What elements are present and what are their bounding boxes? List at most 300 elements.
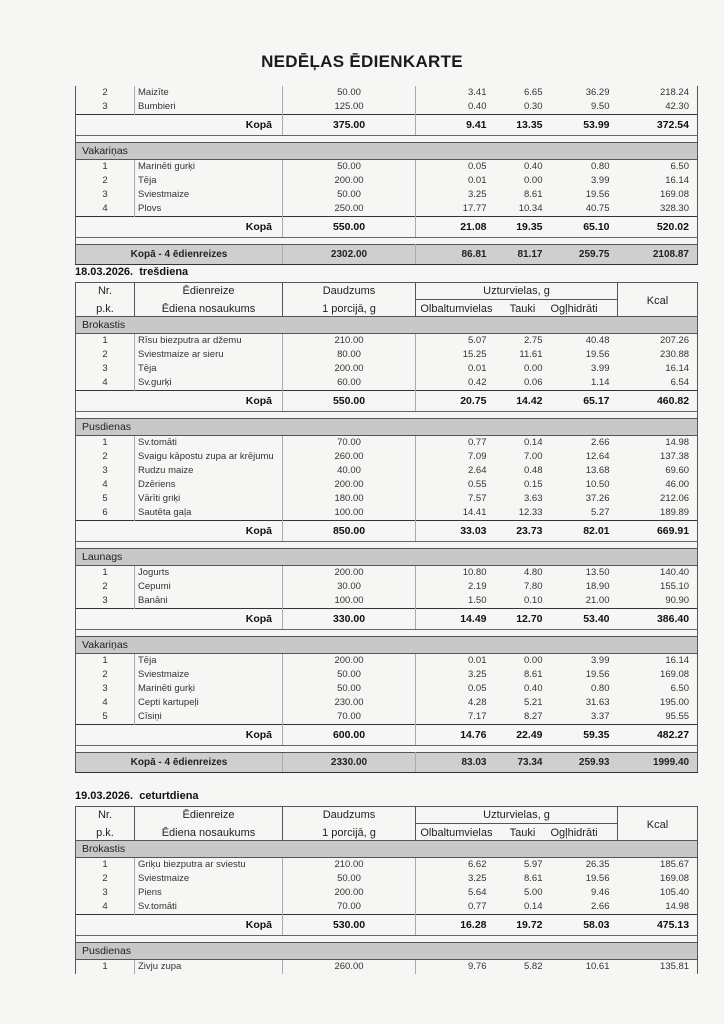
day-grand-total-protein: 86.81 [416, 245, 495, 265]
dish-kcal: 212.06 [618, 492, 698, 506]
meal-total [76, 915, 698, 936]
dish-name: Plovs [135, 202, 283, 217]
dish-row [76, 696, 698, 710]
dish-qty: 40.00 [283, 464, 416, 478]
dish-name: Cepti kartupeļi [135, 696, 283, 710]
dish-carbs: 0.80 [591, 683, 610, 694]
meal-total [76, 217, 698, 238]
header-nr: Nr. [76, 283, 135, 300]
dish-qty: 230.00 [283, 696, 416, 710]
dish-row [76, 100, 698, 115]
dish-protein: 3.25 [468, 189, 487, 200]
header-qty: Daudzums [283, 807, 416, 824]
dish-protein: 3.25 [468, 669, 487, 680]
dish-qty: 50.00 [283, 872, 416, 886]
dish-qty: 60.00 [283, 376, 416, 391]
dish-name: Dzēriens [135, 478, 283, 492]
dish-fat: 0.48 [524, 465, 543, 476]
header-protein: Olbaltumvielas [416, 824, 495, 843]
dish-fat: 0.14 [524, 901, 543, 912]
dish-carbs: 10.50 [585, 479, 610, 490]
dish-nr: 4 [76, 202, 135, 217]
dish-fat: 0.30 [524, 101, 543, 112]
meal-total-label: Kopā [76, 391, 283, 412]
meal-section-header [76, 317, 698, 334]
day1-table [75, 316, 698, 773]
dish-name: Marinēti gurķi [135, 682, 283, 696]
dish-kcal: 169.08 [618, 872, 698, 886]
dish-qty: 100.00 [283, 506, 416, 521]
header-fat: Tauki [509, 303, 536, 315]
dish-row [76, 334, 698, 349]
meal-total-label: Kopā [76, 521, 283, 542]
meal-section-header [76, 143, 698, 160]
dish-nr: 2 [76, 580, 135, 594]
day-grand-total-carbs: 259.93 [551, 753, 618, 773]
dish-nr: 3 [76, 682, 135, 696]
day-title [75, 790, 199, 802]
dish-row [76, 506, 698, 521]
header-nutrients: Uzturvielas, g [416, 283, 618, 300]
meal-total [76, 725, 698, 746]
dish-row [76, 682, 698, 696]
dish-nr: 6 [76, 506, 135, 521]
dish-row [76, 86, 698, 100]
dish-carbs: 19.56 [585, 189, 610, 200]
dish-kcal: 140.40 [618, 566, 698, 581]
dish-name: Banāni [135, 594, 283, 609]
dish-row [76, 478, 698, 492]
day1-header [75, 282, 698, 318]
dish-name: Tēja [135, 654, 283, 669]
spacer-cell [76, 412, 698, 419]
meal-section-header [76, 419, 698, 436]
dish-name: Sviestmaize ar sieru [135, 348, 283, 362]
dish-qty: 125.00 [283, 100, 416, 115]
dish-name: Marinēti gurķi [135, 160, 283, 175]
meal-total-carbs: 65.17 [551, 391, 618, 412]
header-meal: Ēdienreize [135, 283, 283, 300]
dish-nr: 1 [76, 334, 135, 349]
dish-kcal: 14.98 [618, 900, 698, 915]
dish-carbs: 13.68 [585, 465, 610, 476]
dish-nr: 1 [76, 654, 135, 669]
page-title: NEDĒĻAS ĒDIENKARTE [261, 52, 463, 71]
dish-name: Bumbieri [135, 100, 283, 115]
dish-kcal: 218.24 [618, 86, 698, 100]
section-spacer [76, 238, 698, 245]
dish-row [76, 960, 698, 975]
day2-header [75, 806, 698, 842]
dish-carbs: 37.26 [585, 493, 610, 504]
day-title [75, 266, 188, 278]
dish-name: Piens [135, 886, 283, 900]
dish-nr: 4 [76, 478, 135, 492]
dish-kcal: 46.00 [618, 478, 698, 492]
dish-protein: 0.42 [468, 377, 487, 388]
dish-row [76, 886, 698, 900]
meal-total-protein: 20.75 [416, 391, 495, 412]
spacer-cell [76, 630, 698, 637]
meal-section-title: Brokastis [76, 841, 698, 858]
dish-nr: 1 [76, 160, 135, 175]
dish-protein: 3.41 [468, 87, 487, 98]
dish-kcal: 189.89 [618, 506, 698, 521]
dish-fat: 0.00 [524, 655, 543, 666]
dish-name: Rudzu maize [135, 464, 283, 478]
dish-carbs: 19.56 [585, 873, 610, 884]
dish-qty: 260.00 [283, 960, 416, 975]
header-pk: p.k. [76, 824, 135, 843]
dish-protein: 17.77 [462, 203, 487, 214]
dish-kcal: 328.30 [618, 202, 698, 217]
day-grand-total-protein: 83.03 [416, 753, 495, 773]
dish-fat: 8.27 [524, 711, 543, 722]
meal-total-fat: 14.42 [495, 391, 551, 412]
dish-nr: 4 [76, 696, 135, 710]
dish-carbs: 26.35 [585, 859, 610, 870]
dish-name: Svaigu kāpostu zupa ar krējumu [135, 450, 283, 464]
dish-name: Maizīte [135, 86, 283, 100]
header-kcal: Kcal [618, 283, 698, 319]
dish-kcal: 16.14 [618, 362, 698, 376]
header-pk: p.k. [76, 300, 135, 319]
dish-row [76, 362, 698, 376]
dish-nr: 3 [76, 464, 135, 478]
dish-qty: 80.00 [283, 348, 416, 362]
meal-total-qty: 600.00 [283, 725, 416, 746]
meal-total-qty: 530.00 [283, 915, 416, 936]
header-fat: Tauki [509, 827, 536, 839]
dish-qty: 70.00 [283, 436, 416, 451]
day2-table [75, 840, 698, 974]
dish-name: Zivju zupa [135, 960, 283, 975]
dish-fat: 3.63 [524, 493, 543, 504]
header-carbs: Ogļhidrāti [550, 827, 598, 839]
dish-protein: 7.57 [468, 493, 487, 504]
dish-carbs: 10.61 [585, 961, 610, 972]
dish-carbs: 12.64 [585, 451, 610, 462]
dish-name: Sautēta gaļa [135, 506, 283, 521]
header-protein: Olbaltumvielas [416, 300, 495, 319]
dish-kcal: 105.40 [618, 886, 698, 900]
dish-qty: 50.00 [283, 160, 416, 175]
dish-row [76, 900, 698, 915]
section-spacer [76, 412, 698, 419]
meal-total [76, 521, 698, 542]
dish-name: Tēja [135, 174, 283, 188]
dish-fat: 12.33 [518, 507, 543, 518]
dish-name: Sv.gurķi [135, 376, 283, 391]
meal-total-fat: 22.49 [495, 725, 551, 746]
prev-day-table [75, 86, 698, 265]
dish-carbs: 21.00 [585, 595, 610, 606]
dish-nr: 2 [76, 174, 135, 188]
meal-total-carbs: 53.99 [551, 115, 618, 136]
dish-nr: 2 [76, 450, 135, 464]
dish-carbs: 3.99 [591, 655, 610, 666]
meal-total-protein: 33.03 [416, 521, 495, 542]
dish-kcal: 6.54 [618, 376, 698, 391]
meal-total-kcal: 482.27 [618, 725, 698, 746]
dish-row [76, 654, 698, 669]
section-spacer [76, 542, 698, 549]
dish-row [76, 464, 698, 478]
meal-total-carbs: 53.40 [551, 609, 618, 630]
meal-total-protein: 16.28 [416, 915, 495, 936]
header-carbs: Ogļhidrāti [550, 303, 598, 315]
meal-total-qty: 550.00 [283, 217, 416, 238]
dish-row [76, 202, 698, 217]
dish-qty: 200.00 [283, 478, 416, 492]
meal-section-header [76, 943, 698, 960]
dish-qty: 260.00 [283, 450, 416, 464]
meal-total-carbs: 58.03 [551, 915, 618, 936]
meal-total-qty: 850.00 [283, 521, 416, 542]
meal-total-fat: 13.35 [495, 115, 551, 136]
dish-row [76, 436, 698, 451]
dish-name: Sviestmaize [135, 668, 283, 682]
day-date: 19.03.2026. [75, 790, 134, 802]
dish-name: Sviestmaize [135, 188, 283, 202]
dish-fat: 0.00 [524, 363, 543, 374]
dish-fat: 0.40 [524, 683, 543, 694]
dish-qty: 210.00 [283, 858, 416, 873]
meal-section-header [76, 637, 698, 654]
dish-name: Vārīti griķi [135, 492, 283, 506]
dish-nr: 3 [76, 886, 135, 900]
meal-total [76, 391, 698, 412]
day-weekday: trešdiena [139, 266, 189, 278]
dish-protein: 5.07 [468, 335, 487, 346]
day-grand-total-qty: 2302.00 [283, 245, 416, 265]
dish-nr: 1 [76, 960, 135, 975]
day-grand-total-fat: 81.17 [495, 245, 551, 265]
dish-nr: 3 [76, 594, 135, 609]
spacer-cell [76, 238, 698, 245]
day2-body [76, 841, 698, 975]
dish-carbs: 40.48 [585, 335, 610, 346]
dish-fat: 5.21 [524, 697, 543, 708]
dish-protein: 2.64 [468, 465, 487, 476]
dish-carbs: 31.63 [585, 697, 610, 708]
dish-row [76, 188, 698, 202]
day-grand-total [76, 245, 698, 265]
dish-protein: 15.25 [462, 349, 487, 360]
dish-qty: 250.00 [283, 202, 416, 217]
dish-row [76, 872, 698, 886]
dish-row [76, 160, 698, 175]
dish-fat: 0.00 [524, 175, 543, 186]
dish-fat: 0.06 [524, 377, 543, 388]
dish-qty: 210.00 [283, 334, 416, 349]
dish-qty: 50.00 [283, 682, 416, 696]
dish-nr: 2 [76, 668, 135, 682]
dish-kcal: 95.55 [618, 710, 698, 725]
dish-kcal: 230.88 [618, 348, 698, 362]
dish-fat: 5.97 [524, 859, 543, 870]
dish-name: Sviestmaize [135, 872, 283, 886]
dish-protein: 9.76 [468, 961, 487, 972]
dish-fat: 8.61 [524, 189, 543, 200]
dish-nr: 3 [76, 188, 135, 202]
meal-total-protein: 9.41 [416, 115, 495, 136]
dish-protein: 0.55 [468, 479, 487, 490]
dish-nr: 5 [76, 710, 135, 725]
dish-name: Cīsiņi [135, 710, 283, 725]
dish-nr: 2 [76, 348, 135, 362]
header-dish-name: Ēdiena nosaukums [135, 824, 283, 843]
dish-row [76, 174, 698, 188]
dish-fat: 0.10 [524, 595, 543, 606]
meal-total-carbs: 82.01 [551, 521, 618, 542]
meal-section-title: Pusdienas [76, 419, 698, 436]
dish-protein: 2.19 [468, 581, 487, 592]
meal-total [76, 115, 698, 136]
meal-total-qty: 330.00 [283, 609, 416, 630]
dish-protein: 5.64 [468, 887, 487, 898]
meal-total-kcal: 669.91 [618, 521, 698, 542]
dish-kcal: 6.50 [618, 160, 698, 175]
dish-protein: 4.28 [468, 697, 487, 708]
dish-qty: 70.00 [283, 900, 416, 915]
dish-carbs: 0.80 [591, 161, 610, 172]
meal-total-kcal: 520.02 [618, 217, 698, 238]
dish-protein: 0.05 [468, 161, 487, 172]
dish-carbs: 2.66 [591, 901, 610, 912]
dish-name: Sv.tomāti [135, 900, 283, 915]
dish-kcal: 69.60 [618, 464, 698, 478]
dish-nr: 4 [76, 900, 135, 915]
dish-kcal: 16.14 [618, 174, 698, 188]
dish-fat: 5.00 [524, 887, 543, 898]
meal-section-header [76, 841, 698, 858]
dish-fat: 8.61 [524, 873, 543, 884]
meal-total-label: Kopā [76, 217, 283, 238]
dish-nr: 3 [76, 100, 135, 115]
dish-name: Tēja [135, 362, 283, 376]
dish-row [76, 566, 698, 581]
dish-kcal: 16.14 [618, 654, 698, 669]
dish-nr: 2 [76, 872, 135, 886]
meal-total-label: Kopā [76, 915, 283, 936]
dish-protein: 0.40 [468, 101, 487, 112]
dish-row [76, 580, 698, 594]
dish-kcal: 135.81 [618, 960, 698, 975]
header-portion: 1 porcijā, g [283, 300, 416, 319]
dish-nr: 1 [76, 436, 135, 451]
header-meal: Ēdienreize [135, 807, 283, 824]
dish-fat: 0.15 [524, 479, 543, 490]
dish-nr: 4 [76, 376, 135, 391]
meal-total-carbs: 65.10 [551, 217, 618, 238]
meal-total-label: Kopā [76, 115, 283, 136]
dish-row [76, 348, 698, 362]
dish-fat: 8.61 [524, 669, 543, 680]
meal-total-label: Kopā [76, 725, 283, 746]
dish-carbs: 9.50 [591, 101, 610, 112]
day-weekday: ceturtdiena [139, 790, 199, 802]
dish-carbs: 19.56 [585, 669, 610, 680]
meal-total-kcal: 386.40 [618, 609, 698, 630]
meal-total-protein: 14.49 [416, 609, 495, 630]
dish-carbs: 19.56 [585, 349, 610, 360]
dish-protein: 1.50 [468, 595, 487, 606]
dish-qty: 70.00 [283, 710, 416, 725]
dish-kcal: 14.98 [618, 436, 698, 451]
dish-nr: 2 [76, 86, 135, 100]
section-spacer [76, 936, 698, 943]
meal-total-fat: 23.73 [495, 521, 551, 542]
section-spacer [76, 630, 698, 637]
meal-section-title: Vakariņas [76, 637, 698, 654]
dish-name: Cepumi [135, 580, 283, 594]
spacer-cell [76, 936, 698, 943]
dish-name: Rīsu biezputra ar džemu [135, 334, 283, 349]
header-nr: Nr. [76, 807, 135, 824]
dish-carbs: 9.46 [591, 887, 610, 898]
dish-fat: 7.00 [524, 451, 543, 462]
dish-fat: 5.82 [524, 961, 543, 972]
dish-protein: 0.77 [468, 437, 487, 448]
spacer-cell [76, 136, 698, 143]
dish-kcal: 207.26 [618, 334, 698, 349]
dish-nr: 1 [76, 858, 135, 873]
dish-name: Sv.tomāti [135, 436, 283, 451]
meal-total-carbs: 59.35 [551, 725, 618, 746]
dish-protein: 0.01 [468, 363, 487, 374]
dish-fat: 2.75 [524, 335, 543, 346]
dish-kcal: 169.08 [618, 188, 698, 202]
spacer-cell [76, 542, 698, 549]
dish-carbs: 5.27 [591, 507, 610, 518]
dish-carbs: 3.99 [591, 175, 610, 186]
meal-total-kcal: 460.82 [618, 391, 698, 412]
dish-kcal: 42.30 [618, 100, 698, 115]
dish-qty: 200.00 [283, 362, 416, 376]
header-qty: Daudzums [283, 283, 416, 300]
dish-qty: 200.00 [283, 654, 416, 669]
meal-total-label: Kopā [76, 609, 283, 630]
dish-kcal: 6.50 [618, 682, 698, 696]
day-grand-total-kcal: 1999.40 [618, 753, 698, 773]
dish-row [76, 492, 698, 506]
dish-kcal: 137.38 [618, 450, 698, 464]
spacer-cell [76, 746, 698, 753]
dish-protein: 0.01 [468, 655, 487, 666]
day-grand-total-label: Kopā - 4 ēdienreizes [76, 753, 283, 773]
meal-section-title: Launags [76, 549, 698, 566]
dish-protein: 6.62 [468, 859, 487, 870]
dish-protein: 10.80 [462, 567, 487, 578]
dish-kcal: 195.00 [618, 696, 698, 710]
dish-protein: 14.41 [462, 507, 487, 518]
day1-body [76, 317, 698, 773]
dish-fat: 10.34 [518, 203, 543, 214]
dish-fat: 6.65 [524, 87, 543, 98]
dish-qty: 180.00 [283, 492, 416, 506]
meal-section-title: Pusdienas [76, 943, 698, 960]
section-spacer [76, 136, 698, 143]
meal-total-kcal: 372.54 [618, 115, 698, 136]
header-nutrients: Uzturvielas, g [416, 807, 618, 824]
dish-row [76, 858, 698, 873]
dish-carbs: 40.75 [585, 203, 610, 214]
dish-fat: 0.40 [524, 161, 543, 172]
dish-qty: 200.00 [283, 566, 416, 581]
dish-qty: 50.00 [283, 86, 416, 100]
dish-nr: 3 [76, 362, 135, 376]
